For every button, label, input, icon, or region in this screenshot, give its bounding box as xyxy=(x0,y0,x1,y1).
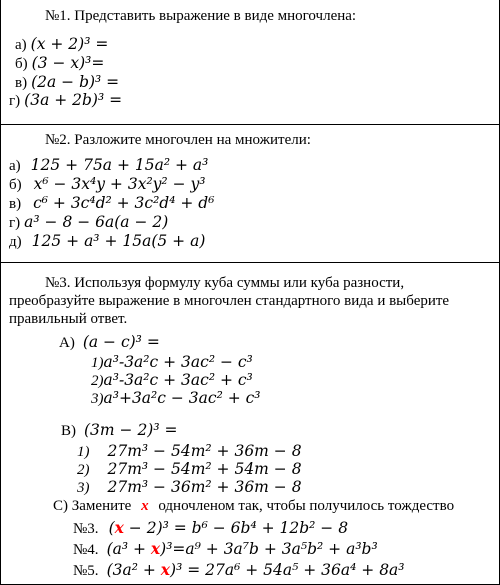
option-text: 27m³ − 36m² + 36m − 8 xyxy=(107,478,302,496)
part-c-line-5 xyxy=(73,562,405,579)
task-2-item-c xyxy=(9,196,214,212)
item-expression: (x + 2)³ = xyxy=(30,35,109,53)
item-expression: 125 + a³ + 15a(5 + a) xyxy=(31,232,206,250)
item-label: д) xyxy=(9,234,22,250)
item-label: б) xyxy=(9,177,22,193)
part-a-question xyxy=(59,335,160,351)
task-3-intro-line-2: преобразуйте выражение в многочлен стандартного вида и выберите xyxy=(9,293,450,309)
part-b-option-3 xyxy=(77,480,302,496)
line-number: №3. xyxy=(73,521,99,537)
expr-suffix: − 2)³ = b⁶ − 6b⁴ + 12b² − 8 xyxy=(123,519,349,537)
option-text: 27m³ − 54m² + 54m − 8 xyxy=(107,460,302,478)
line-number: №4. xyxy=(73,542,99,558)
item-label: а) xyxy=(15,37,27,53)
part-c-line-3 xyxy=(73,520,348,537)
part-c-line-4 xyxy=(73,541,378,558)
x-variable: x xyxy=(141,498,149,514)
option-number: 3) xyxy=(77,480,90,496)
expr-prefix: (a³ + xyxy=(106,540,151,558)
part-b-option-1 xyxy=(77,444,302,460)
x-variable: x xyxy=(150,539,161,558)
item-label: а) xyxy=(9,158,21,174)
part-c-instruction xyxy=(53,499,454,514)
option-number: 2) xyxy=(77,462,90,478)
expr-suffix: )³=a⁹ + 3a⁷b + 3a⁵b² + a³b³ xyxy=(160,540,378,558)
item-label: в) xyxy=(9,196,22,212)
option-text: a³-3a²c + 3ac² − c³ xyxy=(103,353,253,371)
item-expression: 125 + 75a + 15a² + a³ xyxy=(30,156,209,174)
option-number: 2) xyxy=(91,373,104,389)
item-label: г) xyxy=(9,215,21,231)
part-a-label: А) xyxy=(59,335,75,351)
part-b-question xyxy=(61,423,177,439)
item-expression: c⁶ + 3c⁴d² + 3c²d⁴ + d⁶ xyxy=(33,194,215,212)
part-b-option-2 xyxy=(77,462,302,478)
task-2-item-b xyxy=(9,177,205,193)
part-c-label: С) Замените xyxy=(53,498,132,514)
option-text: a³+3a²c − 3ac² + c³ xyxy=(103,389,261,407)
item-label: г) xyxy=(9,93,21,109)
item-label: в) xyxy=(15,75,28,91)
task-2-item-a xyxy=(9,158,208,174)
x-variable: x xyxy=(160,560,171,579)
item-expression: x⁶ − 3x⁴y + 3x²y² − y³ xyxy=(33,175,206,193)
task-1-item-c xyxy=(15,75,119,91)
task-2-title: №2. Разложите многочлен на множители: xyxy=(45,132,311,148)
part-a-option-1 xyxy=(91,355,253,371)
item-label: б) xyxy=(15,56,28,72)
part-a-expression: (a − c)³ = xyxy=(82,333,160,351)
part-c-text: одночленом так, чтобы получилось тождество xyxy=(158,498,455,514)
task-1-title: №1. Представить выражение в виде многочлена: xyxy=(45,8,357,24)
item-expression: (3a + 2b)³ = xyxy=(24,91,123,109)
part-b-expression: (3m − 2)³ = xyxy=(84,421,178,439)
item-expression: (2a − b)³ = xyxy=(31,73,120,91)
item-expression: a³ − 8 − 6a(a − 2) xyxy=(24,213,169,231)
expr-suffix: )³ = 27a⁶ + 54a⁵ + 36a⁴ + 8a³ xyxy=(170,561,405,579)
option-text: 27m³ − 54m² + 36m − 8 xyxy=(107,442,302,460)
option-text: a³-3a²c + 3ac² + c³ xyxy=(103,371,253,389)
task-3-intro-line-1: №3. Используя формулу куба суммы или куба разности, xyxy=(45,275,405,291)
task-1-item-d xyxy=(9,93,122,109)
x-variable: x xyxy=(114,518,124,537)
part-a-option-3 xyxy=(91,391,261,407)
item-expression: (3 − x)³= xyxy=(31,54,105,72)
task-1-item-a xyxy=(15,37,108,53)
part-b-label: В) xyxy=(61,423,76,439)
option-number: 3) xyxy=(91,391,104,407)
task-1-item-b xyxy=(15,56,104,72)
expr-prefix: (3a² + xyxy=(106,561,161,579)
option-number: 1) xyxy=(77,444,90,460)
task-3-intro-line-3: правильный ответ. xyxy=(9,311,128,327)
expr-prefix: ( xyxy=(108,519,115,537)
task-2-section xyxy=(1,125,499,263)
part-a-option-2 xyxy=(91,373,253,389)
task-3-section xyxy=(1,263,499,584)
line-number: №5. xyxy=(73,563,99,579)
task-1-section xyxy=(1,0,499,125)
task-2-item-e xyxy=(9,234,205,250)
option-number: 1) xyxy=(91,355,104,371)
task-2-item-d xyxy=(9,215,168,231)
